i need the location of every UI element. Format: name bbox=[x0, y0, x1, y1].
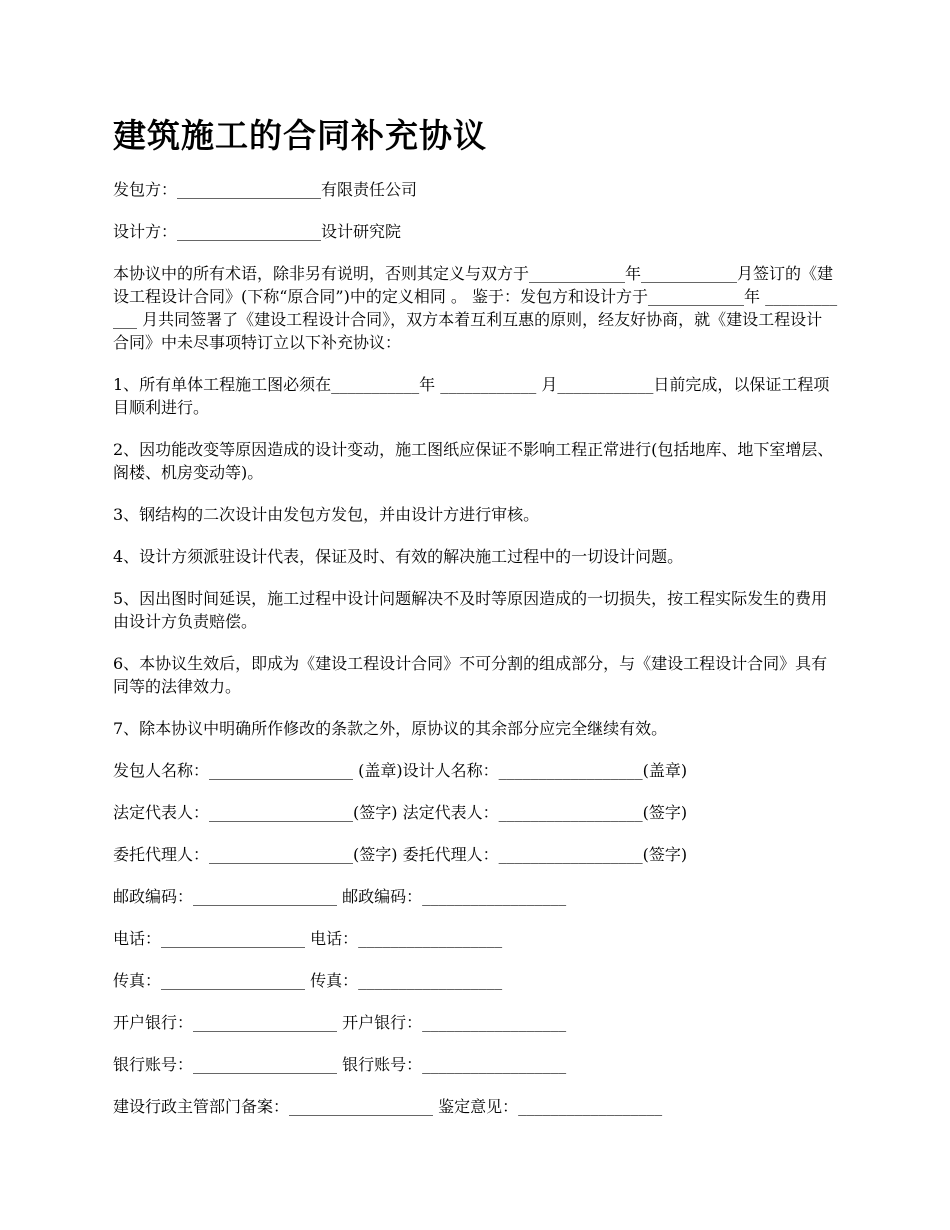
signature-postal-codes: 邮政编码：__________________ 邮政编码：__________________ bbox=[113, 887, 567, 906]
clause-6: 6、本协议生效后，即成为《建设工程设计合同》不可分割的组成部分，与《建设工程设计合同》具有同等的法律效力。 bbox=[113, 654, 828, 696]
intro-paragraph: 本协议中的所有术语，除非另有说明，否则其定义与双方于____________年____________月签订的《建设工程设计合同》(下称“原合同”)中的定义相同 。 鉴于：发包方和设计方于____________年 ____________ 月共同签署了《建设工程设计合同》，双方本着互利互惠的原则，经友好协商，就《建设工程设计合同》中未尽事项特订立以下补充协议： bbox=[113, 264, 838, 352]
signature-authorized-agents: 委托代理人：__________________(签字) 委托代理人：__________________(签字) bbox=[113, 845, 688, 864]
document-title: 建筑施工的合同补充协议 bbox=[113, 116, 487, 155]
signature-phones: 电话：__________________ 电话：__________________ bbox=[113, 929, 503, 948]
clause-2: 2、因功能改变等原因造成的设计变动，施工图纸应保证不影响工程正常进行(包括地库、地下室增层、阁楼、机房变动等)。 bbox=[113, 440, 834, 482]
signature-legal-representatives: 法定代表人：__________________(签字) 法定代表人：__________________(签字) bbox=[113, 803, 688, 822]
signature-bank-accounts: 银行账号：__________________ 银行账号：__________________ bbox=[113, 1055, 567, 1074]
clause-5: 5、因出图时间延误，施工过程中设计问题解决不及时等原因造成的一切损失，按工程实际发生的费用由设计方负责赔偿。 bbox=[113, 589, 828, 631]
clause-1: 1、所有单体工程施工图必须在___________年 ____________ 月____________日前完成，以保证工程项目顺利进行。 bbox=[113, 375, 830, 417]
clause-7: 7、除本协议中明确所作修改的条款之外，原协议的其余部分应完全继续有效。 bbox=[113, 719, 668, 738]
signature-registration-opinion: 建设行政主管部门备案：__________________ 鉴定意见：__________________ bbox=[113, 1097, 663, 1116]
signature-faxes: 传真：__________________ 传真：__________________ bbox=[113, 971, 503, 990]
clause-4: 4、设计方须派驻设计代表，保证及时、有效的解决施工过程中的一切设计问题。 bbox=[113, 547, 684, 566]
signature-party-names: 发包人名称：__________________ (盖章)设计人名称：__________________(盖章) bbox=[113, 761, 688, 780]
designer-line: 设计方：__________________设计研究院 bbox=[113, 222, 402, 241]
document-page bbox=[113, 112, 838, 1137]
clause-3: 3、钢结构的二次设计由发包方发包，并由设计方进行审核。 bbox=[113, 505, 540, 524]
signature-banks: 开户银行：__________________ 开户银行：__________________ bbox=[113, 1013, 567, 1032]
employer-line: 发包方：__________________有限责任公司 bbox=[113, 180, 418, 199]
